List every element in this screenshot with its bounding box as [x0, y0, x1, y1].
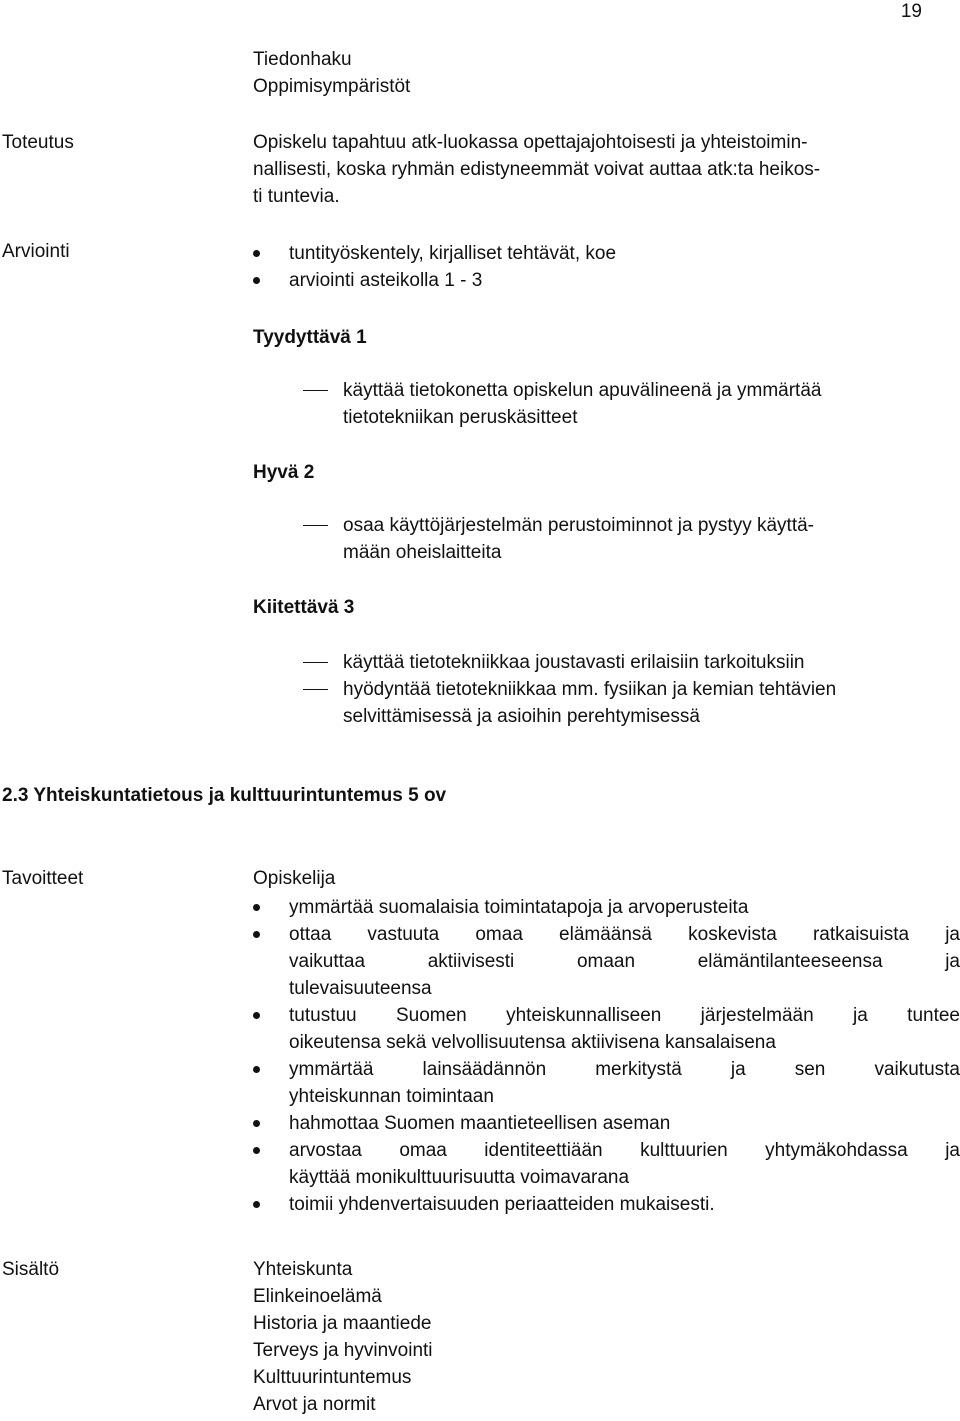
- list-item: Historia ja maantiede: [253, 1313, 432, 1334]
- top-items: [253, 46, 410, 100]
- grade-items-tyydyttava: [253, 377, 821, 431]
- list-item: arvostaa omaa identiteettiään kulttuurien yhtymäkohdassa ja käyttää monikulttuurisuutta voimavarana: [253, 1137, 960, 1191]
- grade-heading-tyydyttava: Tyydyttävä 1: [253, 327, 367, 348]
- bullet-icon: [253, 277, 260, 284]
- list-item: ottaa vastuuta omaa elämäänsä koskevista ratkaisuista ja vaikuttaa aktiivisesti omaan elämäntilanteeseensa ja tulevaisuuteensa: [253, 921, 960, 1002]
- top-item: Tiedonhaku: [253, 49, 352, 70]
- toteutus-line: ti tuntevia.: [253, 186, 340, 207]
- bullet-icon: [253, 904, 260, 911]
- top-item: Oppimisympäristöt: [253, 76, 411, 97]
- section-heading: 2.3 Yhteiskuntatietous ja kulttuurintuntemus 5 ov: [2, 785, 447, 806]
- dash-icon: [303, 689, 328, 690]
- grade-heading-hyva: Hyvä 2: [253, 462, 315, 483]
- bullet-icon: [253, 1066, 260, 1073]
- toteutus-line: Opiskelu tapahtuu atk-luokassa opettajajohtoisesti ja yhteistoimin-: [253, 132, 808, 153]
- list-item: toimii yhdenvertaisuuden periaatteiden mukaisesti.: [253, 1191, 960, 1218]
- list-item: käyttää tietotekniikkaa joustavasti erilaisiin tarkoituksiin: [253, 649, 836, 676]
- list-item: hyödyntää tietotekniikkaa mm. fysiikan ja kemian tehtävien selvittämisessä ja asioihin perehtymisessä: [253, 676, 836, 730]
- list-item: osaa käyttöjärjestelmän perustoiminnot ja pystyy käyttä- mään oheislaitteita: [253, 512, 814, 566]
- toteutus-label: Toteutus: [2, 132, 74, 153]
- list-item: Kulttuurintuntemus: [253, 1367, 412, 1388]
- list-item: ymmärtää suomalaisia toimintatapoja ja arvoperusteita: [253, 894, 960, 921]
- dash-icon: [303, 390, 328, 391]
- grade-heading-kiitettava: Kiitettävä 3: [253, 597, 355, 618]
- bullet-icon: [253, 931, 260, 938]
- toteutus-line: nallisesti, koska ryhmän edistyneemmät voivat auttaa atk:ta heikos-: [253, 159, 821, 180]
- sisalto-label: Sisältö: [2, 1259, 60, 1280]
- page-number: 19: [900, 1, 922, 22]
- list-item: Arvot ja normit: [253, 1394, 376, 1415]
- list-item: Yhteiskunta: [253, 1259, 353, 1280]
- tavoitteet-list: [253, 894, 960, 1218]
- dash-icon: [303, 662, 328, 663]
- bullet-icon: [253, 1147, 260, 1154]
- grade-items-hyva: [253, 512, 814, 566]
- list-item: käyttää tietokonetta opiskelun apuvälineenä ja ymmärtää tietotekniikan peruskäsitteet: [253, 377, 821, 431]
- list-item: hahmottaa Suomen maantieteellisen aseman: [253, 1110, 960, 1137]
- tavoitteet-intro: Opiskelija: [253, 868, 336, 889]
- toteutus-text: [253, 129, 960, 210]
- arviointi-label: Arviointi: [2, 241, 70, 262]
- list-item: arviointi asteikolla 1 - 3: [253, 267, 616, 294]
- list-item: Terveys ja hyvinvointi: [253, 1340, 433, 1361]
- bullet-icon: [253, 1120, 260, 1127]
- tavoitteet-label: Tavoitteet: [2, 868, 84, 889]
- list-item: tutustuu Suomen yhteiskunnalliseen järjestelmään ja tuntee oikeutensa sekä velvollisuutensa aktiivisena kansalaisena: [253, 1002, 960, 1056]
- list-item: Elinkeinoelämä: [253, 1286, 382, 1307]
- arviointi-list: [253, 240, 616, 294]
- bullet-icon: [253, 250, 260, 257]
- bullet-icon: [253, 1201, 260, 1208]
- grade-items-kiitettava: [253, 649, 836, 730]
- list-item: tuntityöskentely, kirjalliset tehtävät, koe: [253, 240, 616, 267]
- list-item: ymmärtää lainsäädännön merkitystä ja sen vaikutusta yhteiskunnan toimintaan: [253, 1056, 960, 1110]
- sisalto-list: [253, 1256, 433, 1418]
- bullet-icon: [253, 1012, 260, 1019]
- dash-icon: [303, 525, 328, 526]
